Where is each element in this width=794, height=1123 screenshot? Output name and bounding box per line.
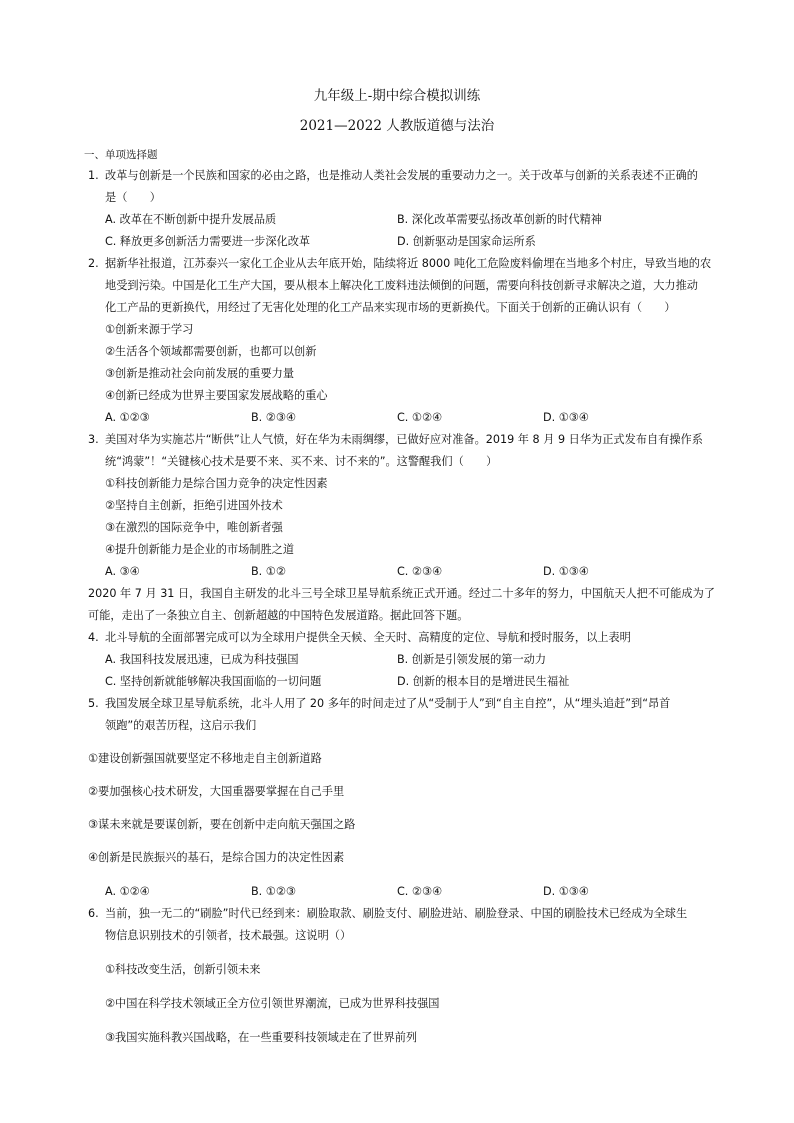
option-b: B. ②③④ bbox=[251, 411, 296, 424]
option-d: D. ①③④ bbox=[543, 885, 589, 898]
question-number: 4. bbox=[88, 631, 99, 644]
passage-line: 2020 年 7 月 31 日，我国自主研发的北斗三号全球卫星导航系统正式开通。经过二十多年的努力，中国航天人把不可能成为了 bbox=[88, 587, 715, 600]
option-a: A. 我国科技发展迅速，已成为科技强国 bbox=[105, 653, 299, 666]
option-d: D. 创新的根本目的是增进民生福祉 bbox=[397, 675, 570, 688]
question-stem: 地受到污染。中国是化工生产大国，要从根本上解决化工废料违法倾倒的问题，需要向科技创新寻求解决之道，大力推动 bbox=[105, 279, 698, 292]
statement-item: ④创新是民族振兴的基石，是综合国力的决定性因素 bbox=[88, 851, 345, 864]
question-stem: 当前，独一无二的“刷脸”时代已经到来：刷脸取款、刷脸支付、刷脸进站、刷脸登录、中国的刷脸技术已经成为全球生 bbox=[105, 907, 688, 920]
statement-item: ④提升创新能力是企业的市场制胜之道 bbox=[105, 543, 295, 556]
statement-item: ②生活各个领域都需要创新，也都可以创新 bbox=[105, 345, 317, 358]
question-stem: 北斗导航的全面部署完成可以为全球用户提供全天候、全天时、高精度的定位、导航和授时服务，以上表明 bbox=[105, 631, 631, 644]
option-c: C. ①②④ bbox=[397, 411, 443, 424]
question-number: 2. bbox=[88, 257, 99, 270]
option-d: D. ①③④ bbox=[543, 565, 589, 578]
option-c: C. ②③④ bbox=[397, 885, 443, 898]
statement-item: ④创新已经成为世界主要国家发展战略的重心 bbox=[105, 389, 328, 402]
question-number: 1. bbox=[88, 169, 99, 182]
statement-item: ①科技改变生活，创新引领未来 bbox=[105, 963, 261, 976]
section-heading: 一、单项选择题 bbox=[84, 149, 158, 161]
statement-item: ②中国在科学技术领域正全方位引领世界潮流，已成为世界科技强国 bbox=[105, 997, 440, 1010]
statement-item: ②坚持自主创新，拒绝引进国外技术 bbox=[105, 499, 283, 512]
question-stem: 我国发展全球卫星导航系统，北斗人用了 20 多年的时间走过了从“受制于人”到“自主自控”，从“埋头追赶”到“昂首 bbox=[105, 697, 671, 710]
option-a: A. ③④ bbox=[105, 565, 140, 578]
option-b: B. ①②③ bbox=[251, 885, 296, 898]
question-stem: 改革与创新是一个民族和国家的必由之路，也是推动人类社会发展的重要动力之一。关于改革与创新的关系表述不正确的 bbox=[105, 169, 698, 182]
question-stem: 是（ ） bbox=[105, 191, 161, 204]
question-stem: 领跑”的艰苦历程，这启示我们 bbox=[105, 719, 257, 732]
page-subtitle: 2021—2022 人教版道德与法治 bbox=[299, 118, 495, 134]
option-b: B. 创新是引领发展的第一动力 bbox=[397, 653, 547, 666]
question-stem: 据新华社报道，江苏泰兴一家化工企业从去年底开始，陆续将近 8000 吨化工危险废料偷埋在当地多个村庄，导致当地的农 bbox=[105, 257, 712, 270]
statement-item: ①科技创新能力是综合国力竞争的决定性因素 bbox=[105, 477, 328, 490]
option-c: C. ②③④ bbox=[397, 565, 443, 578]
question-stem: 统“鸿蒙”！“关键核心技术是要不来、买不来、讨不来的”。这警醒我们（ ） bbox=[105, 455, 498, 468]
statement-item: ②要加强核心技术研发，大国重器要掌握在自己手里 bbox=[88, 785, 345, 798]
question-number: 5. bbox=[88, 697, 99, 710]
option-c: C. 坚持创新就能够解决我国面临的一切问题 bbox=[105, 675, 322, 688]
option-b: B. 深化改革需要弘扬改革创新的时代精神 bbox=[397, 213, 602, 226]
statement-item: ①创新来源于学习 bbox=[105, 323, 194, 336]
option-d: D. ①③④ bbox=[543, 411, 589, 424]
statement-item: ③我国实施科教兴国战略，在一些重要科技领域走在了世界前列 bbox=[105, 1031, 418, 1044]
page-title: 九年级上-期中综合模拟训练 bbox=[313, 88, 481, 104]
passage-line: 可能，走出了一条独立自主、创新超越的中国特色发展道路。据此回答下题。 bbox=[88, 609, 469, 622]
option-a: A. ①②③ bbox=[105, 411, 150, 424]
option-b: B. ①② bbox=[251, 565, 286, 578]
question-number: 3. bbox=[88, 433, 99, 446]
option-c: C. 释放更多创新活力需要进一步深化改革 bbox=[105, 235, 311, 248]
option-d: D. 创新驱动是国家命运所系 bbox=[397, 235, 536, 248]
statement-item: ③创新是推动社会向前发展的重要力量 bbox=[105, 367, 295, 380]
statement-item: ③谋未来就是要谋创新，要在创新中走向航天强国之路 bbox=[88, 818, 356, 831]
statement-item: ①建设创新强国就要坚定不移地走自主创新道路 bbox=[88, 752, 322, 765]
statement-item: ③在激烈的国际竞争中，唯创新者强 bbox=[105, 521, 283, 534]
question-stem: 化工产品的更新换代，用经过了无害化处理的化工产品来实现市场的更新换代。下面关于创新的正确认识有（ ） bbox=[105, 301, 676, 314]
question-stem: 美国对华为实施芯片“断供”让人气愤，好在华为未雨绸缪，已做好应对准备。2019 年 8 月 9 日华为正式发布自有操作系 bbox=[105, 433, 703, 446]
option-a: A. 改革在不断创新中提升发展品质 bbox=[105, 213, 277, 226]
option-a: A. ①②④ bbox=[105, 885, 150, 898]
question-stem: 物信息识别技术的引领者，技术最强。这说明（） bbox=[105, 929, 352, 942]
question-number: 6. bbox=[88, 907, 99, 920]
